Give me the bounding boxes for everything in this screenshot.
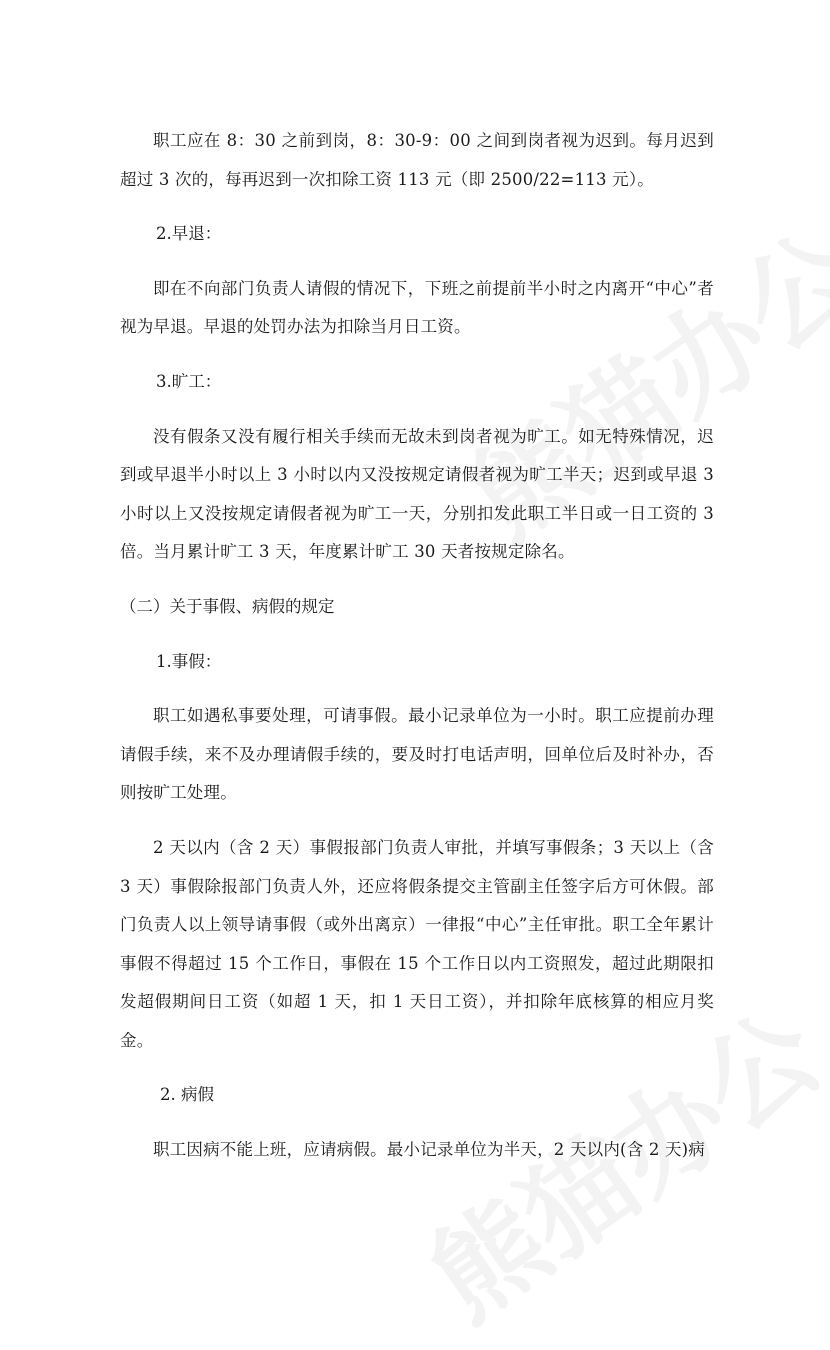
- section-heading-leave-rules: （二）关于事假、病假的规定: [120, 596, 335, 616]
- paragraph-late-arrival: 职工应在 8：30 之前到岗，8：30-9：00 之间到岗者视为迟到。每月迟到超过 3 次的，每再迟到一次扣除工资 113 元（即 2500/22=113 元）。: [120, 131, 714, 189]
- paragraph-early-leave: 即在不向部门负责人请假的情况下，下班之前提前半小时之内离开“中心”者视为早退。早退的处罚办法为扣除当月日工资。: [120, 278, 714, 337]
- paragraph-absenteeism: 没有假条又没有履行相关手续而无故未到岗者视为旷工。如无特殊情况，迟到或早退半小时以上 3 小时以内又没按规定请假者视为旷工半天；迟到或早退 3 小时以上又没按规定请假者视为旷工一天，分别扣发此职工半日或一日工资的 3 倍。当月累计旷工 3 天，年度累计旷工 30 天者按规定除名。: [120, 426, 714, 562]
- paragraph-personal-leave: 职工如遇私事要处理，可请事假。最小记录单位为一小时。职工应提前办理请假手续，来不及办理请假手续的，要及时打电话声明，回单位后及时补办，否则按旷工处理。: [120, 706, 714, 803]
- document-page: [120, 122, 714, 1170]
- heading-sick-leave: 2. 病假: [160, 1085, 214, 1105]
- heading-early-leave: 2.早退：: [156, 224, 222, 244]
- heading-absenteeism: 3.旷工：: [156, 371, 222, 391]
- heading-personal-leave: 1.事假：: [156, 651, 222, 671]
- paragraph-personal-leave-approval: 2 天以内（含 2 天）事假报部门负责人审批，并填写事假条；3 天以上（含 3 天）事假除报部门负责人外，还应将假条提交主管副主任签字后方可休假。部门负责人以上领导请事假（或外出离京）一律报“中心”主任审批。职工全年累计事假不得超过 15 个工作日，事假在 15 个工作日以内工资照发，超过此期限扣发超假期间日工资（如超 1 天，扣 1 天日工资），并扣除年底核算的相应月奖金。: [120, 837, 714, 1050]
- paragraph-sick-leave: 职工因病不能上班，应请病假。最小记录单位为半天，2 天以内(含 2 天)病: [153, 1140, 706, 1160]
